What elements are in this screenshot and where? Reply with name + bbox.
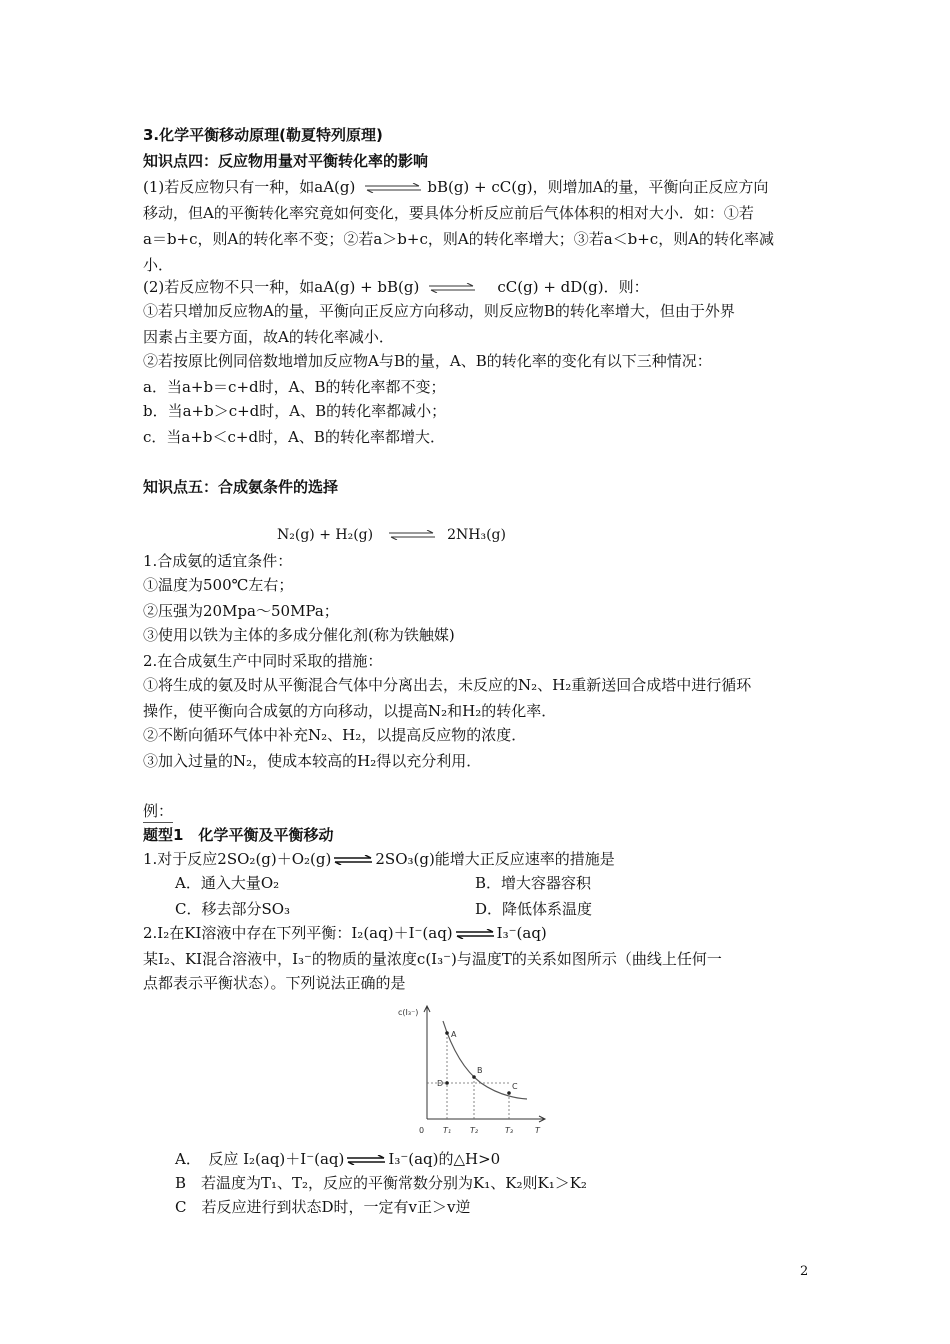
kp5-heading: 知识点五：合成氨条件的选择 — [143, 478, 339, 496]
example-label: 例： — [143, 800, 173, 823]
question-1 — [143, 848, 615, 870]
kp4-paragraph1-line4: 小． — [143, 256, 174, 274]
kp5-measure2: ②不断向循环气体中补充N₂、H₂，以提高反应物的浓度． — [143, 726, 527, 744]
kp4-paragraph2-line1 — [143, 276, 649, 298]
question-2-line2: 某I₂、KI混合溶液中，I₃⁻的物质的量浓度c(I₃⁻)与温度T的关系如图所示（曲线上任何一 — [143, 950, 722, 968]
equilibrium-arrow-icon — [455, 929, 495, 939]
q2-option-a — [175, 1148, 500, 1170]
kp4-p1-right: bB(g) + cC(g)，则增加A的量，平衡向正反应方向 — [427, 178, 769, 196]
kp5-condition3: ③使用以铁为主体的多成分催化剂(称为铁触媒) — [143, 626, 455, 644]
point-d-label: D — [437, 1079, 444, 1088]
equation-left: N₂(g) + H₂(g) — [277, 527, 374, 543]
question-2-line3: 点都表示平衡状态）。下列说法正确的是 — [143, 974, 406, 992]
kp4-point1-line1: ①若只增加反应物A的量，平衡向正反应方向移动，则反应物B的转化率增大，但由于外界 — [143, 302, 735, 320]
x-tick-t2: T₂ — [470, 1126, 479, 1135]
kp5-condition1: ①温度为500℃左右； — [143, 576, 294, 594]
kp5-measure1-line1: ①将生成的氨及时从平衡混合气体中分离出去，未反应的N₂、H₂重新送回合成塔中进行循环 — [143, 676, 752, 694]
equilibrium-arrow-icon — [363, 183, 401, 193]
q2-option-b: B 若温度为T₁、T₂，反应的平衡常数分别为K₁、K₂则K₁＞K₂ — [175, 1174, 587, 1192]
section-title: 3.化学平衡移动原理(勒夏特列原理) — [143, 126, 383, 144]
q1-right: 2SO₃(g)能增大正反应速率的措施是 — [375, 850, 615, 868]
equilibrium-arrow-icon — [427, 283, 477, 293]
q2-right: I₃⁻(aq) — [496, 924, 547, 942]
q1-option-b: B．增大容器容积 — [475, 874, 592, 892]
page-number: 2 — [800, 1264, 809, 1279]
kp4-case-b: b．当a+b＞c+d时，A、B的转化率都减小； — [143, 402, 447, 420]
point-b-label: B — [477, 1066, 483, 1075]
kp4-paragraph1-line3: a＝b+c，则A的转化率不变；②若a＞b+c，则A的转化率增大；③若a＜b+c，则A的转化率减 — [143, 230, 775, 248]
kp5-measure1-line2: 操作，使平衡向合成氨的方向移动，以提高N₂和H₂的转化率． — [143, 702, 557, 720]
kp4-heading: 知识点四：反应物用量对平衡转化率的影响 — [143, 152, 429, 170]
point-c-label: C — [512, 1082, 518, 1091]
q2-option-a-left: A． 反应 I₂(aq)＋I⁻(aq) — [175, 1150, 345, 1168]
kp5-section1: 1.合成氨的适宜条件： — [143, 552, 293, 570]
equilibrium-arrow-icon — [333, 855, 373, 865]
kp4-p2-left: (2)若反应物不只一种，如aA(g) + bB(g) — [143, 278, 420, 296]
kp4-p2-right: cC(g) + dD(g)．则： — [497, 278, 649, 296]
kp5-section2: 2.在合成氨生产中同时采取的措施： — [143, 652, 383, 670]
kp4-case-c: c．当a+b＜c+d时，A、B的转化率都增大． — [143, 428, 445, 446]
question-type-1: 题型1 化学平衡及平衡移动 — [143, 826, 334, 844]
equation-right: 2NH₃(g) — [447, 527, 506, 543]
point-d-marker — [445, 1081, 449, 1085]
y-axis-label: c(I₃⁻) — [398, 1008, 419, 1017]
q2-left: 2.I₂在KI溶液中存在下列平衡：I₂(aq)＋I⁻(aq) — [143, 924, 453, 942]
x-tick-t3: T₃ — [505, 1126, 514, 1135]
point-b-marker — [472, 1075, 476, 1079]
kp4-paragraph1-line2: 移动，但A的平衡转化率究竟如何变化，要具体分析反应前后气体体积的相对大小．如：①若 — [143, 204, 754, 222]
q1-option-c: C．移去部分SO₃ — [175, 900, 291, 918]
point-a-marker — [445, 1031, 449, 1035]
kp5-condition2: ②压强为20Mpa～50MPa； — [143, 602, 339, 620]
kp4-point2: ②若按原比例同倍数地增加反应物A与B的量，A、B的转化率的变化有以下三种情况： — [143, 352, 712, 370]
equilibrium-arrow-icon — [346, 1155, 386, 1165]
kp4-case-a: a．当a+b＝c+d时，A、B的转化率都不变； — [143, 378, 446, 396]
kp4-paragraph1-line1 — [143, 176, 768, 198]
ammonia-equation — [277, 524, 506, 546]
concentration-temperature-figure — [395, 1003, 555, 1143]
q1-left: 1.对于反应2SO₂(g)＋O₂(g) — [143, 850, 332, 868]
point-c-marker — [507, 1091, 511, 1095]
question-2-line1 — [143, 922, 547, 944]
q1-option-a: A．通入大量O₂ — [175, 874, 280, 892]
x-tick-0: 0 — [419, 1126, 425, 1135]
x-axis-label: T — [535, 1126, 540, 1135]
point-a-label: A — [451, 1030, 457, 1039]
q1-option-d: D．降低体系温度 — [475, 900, 593, 918]
x-tick-t1: T₁ — [443, 1126, 452, 1135]
q2-option-a-right: I₃⁻(aq)的△H>0 — [388, 1150, 501, 1168]
kp5-measure3: ③加入过量的N₂，使成本较高的H₂得以充分利用． — [143, 752, 482, 770]
q2-option-c: C 若反应进行到状态D时，一定有v正＞v逆 — [175, 1198, 471, 1216]
kp4-point1-line2: 因素占主要方面，故A的转化率减小． — [143, 328, 394, 346]
kp4-p1-left: (1)若反应物只有一种，如aA(g) — [143, 178, 356, 196]
equilibrium-arrow-icon — [387, 530, 437, 540]
